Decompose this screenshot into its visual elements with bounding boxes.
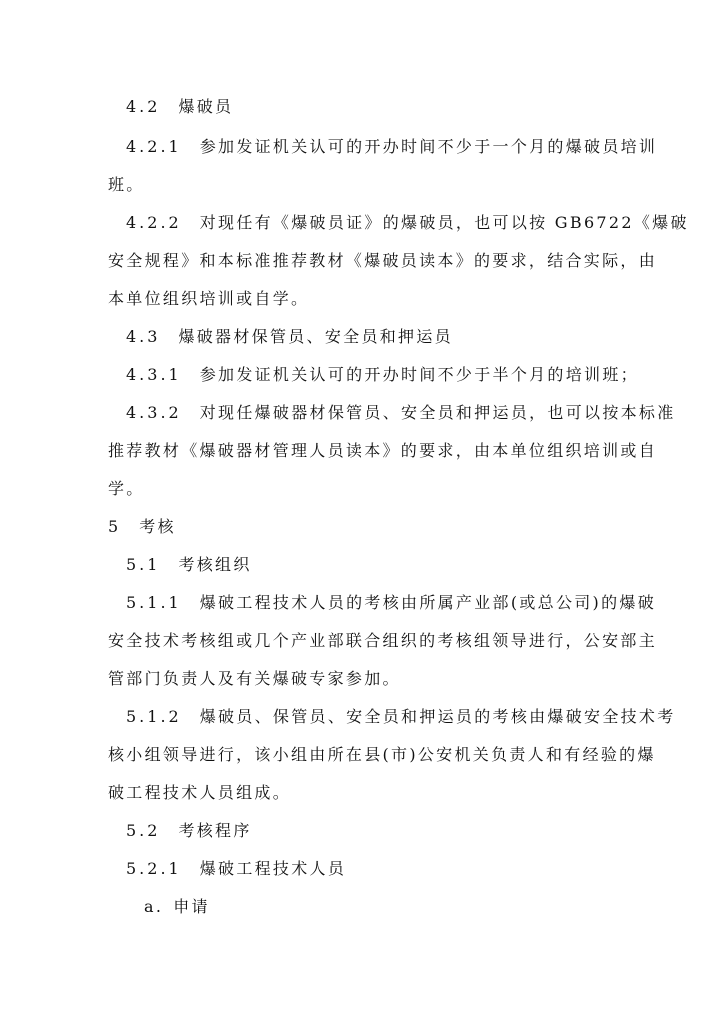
paragraph-4-2-2-line-2: 安全规程》和本标准推荐教材《爆破员读本》的要求，结合实际，由 xyxy=(108,251,658,270)
heading-5 xyxy=(108,516,620,538)
paragraph-text: 爆破工程技术人员的考核由所属产业部(或总公司)的爆破 xyxy=(199,593,657,612)
paragraph-4-3-2-line-3: 学。 xyxy=(108,479,145,498)
paragraph-text: 对现任有《爆破员证》的爆破员，也可以按 GB6722《爆破 xyxy=(199,213,689,232)
section-number: 5.1.1 xyxy=(126,593,182,612)
heading-4-3 xyxy=(126,326,638,348)
heading-4-2 xyxy=(126,96,638,118)
paragraph-5-1-2-line-1 xyxy=(126,706,676,728)
section-number: 4.3.2 xyxy=(126,403,182,422)
paragraph-4-3-1-line-1 xyxy=(126,364,638,386)
section-number: 5.2.1 xyxy=(126,859,182,878)
section-title: 考核程序 xyxy=(178,821,252,840)
list-item-a xyxy=(144,896,656,918)
paragraph-5-1-1-line-1 xyxy=(126,592,657,614)
heading-5-2 xyxy=(126,820,638,842)
section-number: 5.2 xyxy=(126,821,161,840)
section-number: 4.2.1 xyxy=(126,137,182,156)
heading-5-2-1 xyxy=(126,858,638,880)
paragraph-4-2-1-line-1 xyxy=(126,136,658,158)
section-number: 5.1 xyxy=(126,555,161,574)
paragraph-4-2-1-line-2: 班。 xyxy=(108,175,145,194)
paragraph-5-1-2-line-3: 破工程技术人员组成。 xyxy=(108,783,292,802)
section-number: 4.3 xyxy=(126,327,161,346)
section-number: 5.1.2 xyxy=(126,707,182,726)
paragraph-4-3-2-line-1 xyxy=(126,402,676,424)
paragraph-text: 参加发证机关认可的开办时间不少于一个月的爆破员培训 xyxy=(199,137,658,156)
section-title: 爆破器材保管员、安全员和押运员 xyxy=(178,327,453,346)
section-title: 爆破员 xyxy=(178,97,234,116)
list-item-label: a. xyxy=(144,897,164,916)
paragraph-4-2-2-line-3: 本单位组织培训或自学。 xyxy=(108,289,310,308)
paragraph-text: 对现任爆破器材保管员、安全员和押运员，也可以按本标准 xyxy=(199,403,676,422)
paragraph-5-1-2-line-2: 核小组领导进行，该小组由所在县(市)公安机关负责人和有经验的爆 xyxy=(108,745,656,764)
paragraph-5-1-1-line-3: 管部门负责人及有关爆破专家参加。 xyxy=(108,669,401,688)
section-title: 考核组织 xyxy=(178,555,252,574)
heading-5-1 xyxy=(126,554,638,576)
paragraph-4-3-2-line-2: 推荐教材《爆破器材管理人员读本》的要求，由本单位组织培训或自 xyxy=(108,441,658,460)
list-item-title: 申请 xyxy=(173,897,210,916)
section-number: 4.2 xyxy=(126,97,161,116)
section-title: 考核 xyxy=(139,517,176,536)
section-number: 4.3.1 xyxy=(126,365,182,384)
paragraph-text: 参加发证机关认可的开办时间不少于半个月的培训班； xyxy=(199,365,639,384)
paragraph-4-2-2-line-1 xyxy=(126,212,689,234)
section-number: 5 xyxy=(108,517,122,536)
paragraph-5-1-1-line-2: 安全技术考核组或几个产业部联合组织的考核组领导进行，公安部主 xyxy=(108,631,658,650)
paragraph-text: 爆破员、保管员、安全员和押运员的考核由爆破安全技术考 xyxy=(199,707,676,726)
section-title: 爆破工程技术人员 xyxy=(199,859,347,878)
section-number: 4.2.2 xyxy=(126,213,182,232)
